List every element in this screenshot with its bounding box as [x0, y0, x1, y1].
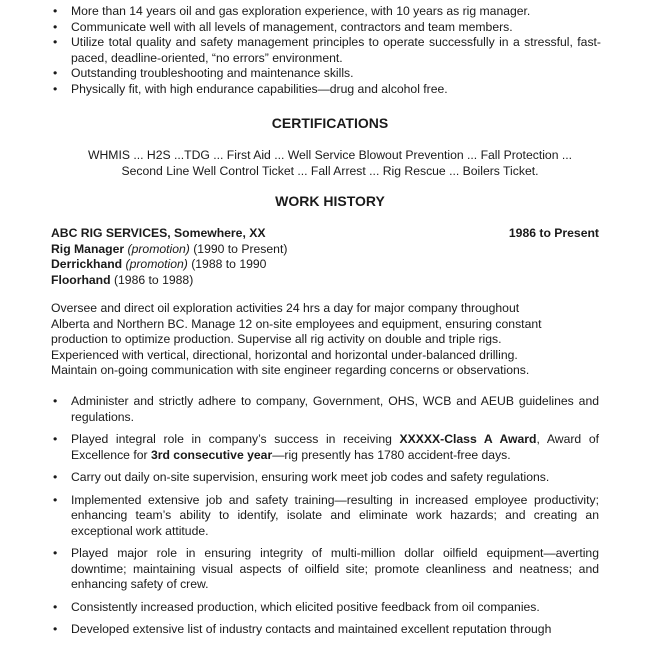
- position-row: [51, 273, 599, 289]
- duty-text: —rig presently has 1780 accident-free days.: [272, 447, 511, 462]
- award-years: 3rd consecutive year: [150, 447, 273, 462]
- award-name: XXXXX-Class A Award: [399, 432, 537, 446]
- qualification-item: • Communicate well with all levels of management, contractors and team members.: [51, 20, 601, 36]
- position-row: [51, 257, 599, 273]
- qualification-item: • Physically fit, with high endurance capabilities—drug and alcohol free.: [51, 82, 601, 98]
- position-note: (promotion): [125, 257, 188, 271]
- work-history-heading: WORK HISTORY: [275, 193, 385, 209]
- position-title: Floorhand: [51, 272, 111, 287]
- duty-item: • Played major role in ensuring integrity of multi-million dollar oilfield equipment—averting downtime; maintaining visual aspects of oilfield site; promote cleanliness and neatness; and enhancing safety of crew.: [51, 546, 599, 593]
- duty-text: , Award of Excellence for: [71, 432, 599, 462]
- employer-name: ABC RIG SERVICES, Somewhere, XX: [51, 226, 266, 240]
- qualification-item: • Outstanding troubleshooting and maintenance skills.: [51, 66, 601, 82]
- duty-item: • Consistently increased production, which elicited positive feedback from oil companies.: [51, 600, 599, 616]
- certifications-line: Second Line Well Control Ticket ... Fall Arrest ... Rig Rescue ... Boilers Ticket.: [121, 163, 539, 178]
- position-dates: (1988 to 1990: [191, 257, 267, 271]
- duty-text: Played integral role in company’s success in receiving: [71, 432, 400, 446]
- job-header: [51, 226, 599, 288]
- position-note: (promotion): [127, 241, 190, 256]
- qualification-item: • Utilize total quality and safety management principles to operate successfully in a stressful, fast-paced, deadline-oriented, “no errors” environment.: [51, 35, 601, 66]
- duty-item: • Administer and strictly adhere to company, Government, OHS, WCB and AEUB guidelines and regulations.: [51, 394, 599, 425]
- position-title: Rig Manager: [51, 241, 125, 256]
- duty-item: • Carry out daily on-site supervision, ensuring work meet job codes and safety regulations.: [51, 470, 599, 486]
- qualifications-list: [51, 4, 601, 97]
- position-dates: (1990 to Present): [193, 241, 288, 256]
- duty-item: [51, 432, 599, 463]
- certifications-heading: CERTIFICATIONS: [271, 115, 389, 131]
- position-row: [51, 242, 599, 258]
- summary-line: Oversee and direct oil exploration activities 24 hrs a day for major company throughout: [51, 301, 520, 315]
- qualification-item: • More than 14 years oil and gas exploration experience, with 10 years as rig manager.: [51, 4, 601, 20]
- position-title: Derrickhand: [51, 257, 123, 271]
- summary-line: Maintain on-going communication with site engineer regarding concerns or observations.: [51, 363, 530, 377]
- summary-line: Experienced with vertical, directional, horizontal and horizontal under-balanced drilling.: [51, 347, 518, 362]
- certifications-line: WHMIS ... H2S ...TDG ... First Aid ... Well Service Blowout Prevention ... Fall Protection ...: [87, 148, 573, 162]
- position-dates: (1986 to 1988): [113, 272, 194, 287]
- certifications-text: [45, 148, 615, 179]
- summary-line: production to optimize production. Supervise all rig activity on double and triple rigs.: [51, 332, 502, 346]
- duty-item: • Implemented extensive job and safety training—resulting in increased employee productivity; enhancing team’s ability to identify, isolate and eliminate work hazards; and creating an exceptional work attitude.: [51, 493, 599, 540]
- duty-item: • Developed extensive list of industry contacts and maintained excellent reputation through: [51, 622, 599, 638]
- duties-list: [51, 394, 599, 645]
- job-summary: [51, 301, 596, 379]
- employer-dates: 1986 to Present: [508, 226, 599, 240]
- employer-row: [51, 226, 599, 242]
- summary-line: Alberta and Northern BC. Manage 12 on-site employees and equipment, ensuring constant: [51, 316, 542, 331]
